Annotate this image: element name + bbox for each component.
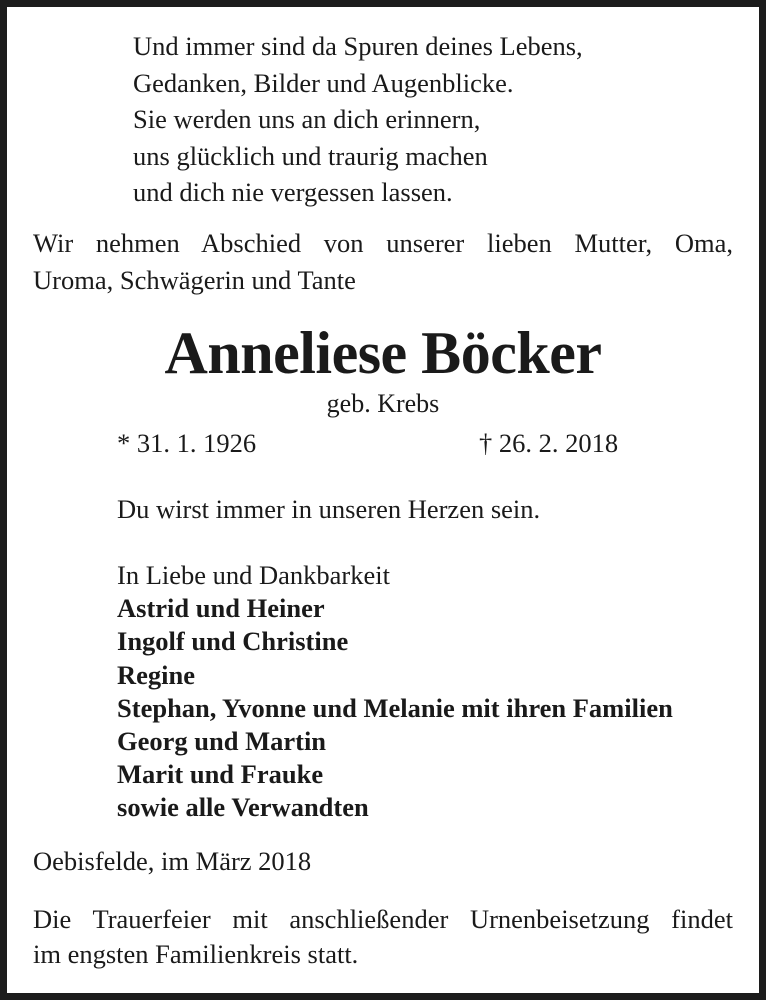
maiden-name: geb. Krebs [326,389,440,418]
signer-name: Marit und Frauke [117,759,324,790]
signer-name: Georg und Martin [117,726,327,757]
signer-name: Regine [117,659,196,690]
signer-name: Ingolf und Christine [117,626,349,657]
death-date: † 26. 2. 2018 [479,428,619,458]
deceased-name: Anneliese Böcker [164,320,602,386]
signer-name: Stephan, Yvonne und Melanie mit ihren Familien [117,692,673,723]
poem-line: Sie werden uns an dich erinnern, [133,104,481,134]
motto: Du wirst immer in unseren Herzen sein. [117,494,541,524]
signer-name: Astrid und Heiner [117,593,325,624]
ceremony-info-line: Die Trauerfeier mit anschließender Urnenbeisetzung findet [33,904,733,934]
farewell-intro-line: Uroma, Schwägerin und Tante [33,264,356,295]
signer-name: sowie alle Verwandten [117,792,369,823]
poem-line: uns glücklich und traurig machen [133,140,488,171]
ceremony-info [33,902,733,972]
place-and-date: Oebisfelde, im März 2018 [33,846,312,876]
poem [133,28,583,211]
poem-line: Gedanken, Bilder und Augenblicke. [133,67,514,98]
poem-line: und dich nie vergessen lassen. [133,177,453,207]
poem-line: Und immer sind da Spuren deines Lebens, [133,31,583,61]
signers-intro: In Liebe und Dankbarkeit [117,560,390,590]
signers [117,559,673,825]
farewell-intro [33,225,733,298]
ceremony-info-line: im engsten Familienkreis statt. [33,939,359,969]
farewell-intro-line: Wir nehmen Abschied von unserer lieben Mutter, Oma, [33,228,733,258]
birth-date: * 31. 1. 1926 [117,428,257,458]
